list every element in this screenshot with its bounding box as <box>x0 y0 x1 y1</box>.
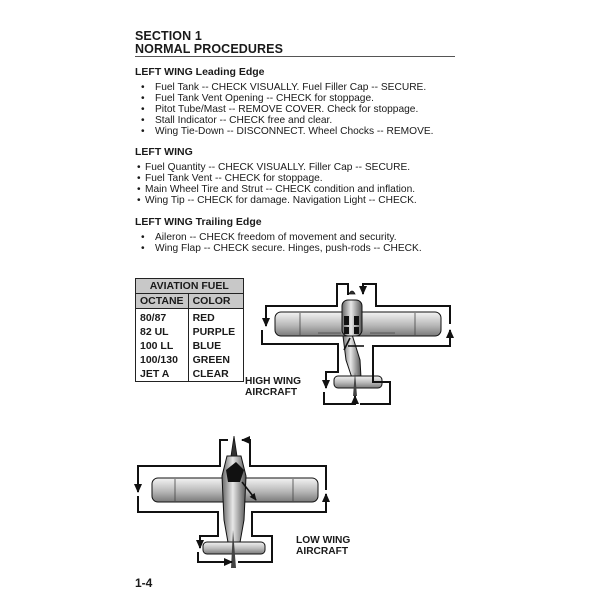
checklist-item: • Main Wheel Tire and Strut -- CHECK condition and inflation. <box>137 183 416 195</box>
page-number: 1-4 <box>135 576 153 590</box>
octane-cell: JET A <box>136 367 189 382</box>
bullet-icon: • <box>137 194 141 206</box>
section-number: SECTION 1 <box>135 29 202 43</box>
checklist-item: • Aileron -- CHECK freedom of movement and security. <box>141 232 397 243</box>
color-cell: RED <box>188 309 243 326</box>
bullet-icon: • <box>141 92 145 104</box>
column-header-color: COLOR <box>188 294 243 309</box>
checklist-item: • Wing Flap -- CHECK secure. Hinges, push-rods -- CHECK. <box>141 242 422 254</box>
bullet-icon: • <box>141 103 145 115</box>
checklist-heading: LEFT WING Leading Edge <box>135 66 265 78</box>
octane-cell: 80/87 <box>136 309 189 326</box>
bullet-icon: • <box>141 232 145 243</box>
checklist-item: • Wing Tip -- CHECK for damage. Navigation Light -- CHECK. <box>137 194 417 206</box>
high-wing-caption: HIGH WING AIRCRAFT <box>245 376 302 398</box>
checklist-item: • Stall Indicator -- CHECK free and clear. <box>141 114 333 126</box>
color-cell: PURPLE <box>188 325 243 339</box>
bullet-icon: • <box>141 114 145 126</box>
fuel-table-title: AVIATION FUEL <box>136 279 244 294</box>
bullet-icon: • <box>137 162 141 173</box>
color-cell: CLEAR <box>188 367 243 382</box>
checklist-item: • Fuel Tank -- CHECK VISUALLY. Fuel Filler Cap -- SECURE. <box>141 82 427 93</box>
octane-cell: 100 LL <box>136 339 189 353</box>
color-cell: BLUE <box>188 339 243 353</box>
bullet-icon: • <box>141 242 145 254</box>
bullet-icon: • <box>137 183 141 195</box>
bullet-icon: • <box>141 82 145 93</box>
checklist-item: • Fuel Tank Vent Opening -- CHECK for stoppage. <box>141 92 374 104</box>
low-wing-caption: LOW WING AIRCRAFT <box>296 535 351 557</box>
checklist-item: • Pitot Tube/Mast -- REMOVE COVER. Check for stoppage. <box>141 103 419 115</box>
bullet-icon: • <box>137 172 141 184</box>
checklist-item: • Wing Tie-Down -- DISCONNECT. Wheel Chocks -- REMOVE. <box>141 125 434 137</box>
octane-cell: 82 UL <box>136 325 189 339</box>
section-title: NORMAL PROCEDURES <box>135 42 284 56</box>
checklist-heading: LEFT WING Trailing Edge <box>135 216 262 228</box>
checklist-heading: LEFT WING <box>135 146 193 158</box>
color-cell: GREEN <box>188 353 243 367</box>
bullet-icon: • <box>141 125 145 137</box>
octane-cell: 100/130 <box>136 353 189 367</box>
column-header-octane: OCTANE <box>136 294 189 309</box>
checklist-item: • Fuel Tank Vent -- CHECK for stoppage. <box>137 172 323 184</box>
checklist-item: • Fuel Quantity -- CHECK VISUALLY. Filler Cap -- SECURE. <box>137 162 411 173</box>
